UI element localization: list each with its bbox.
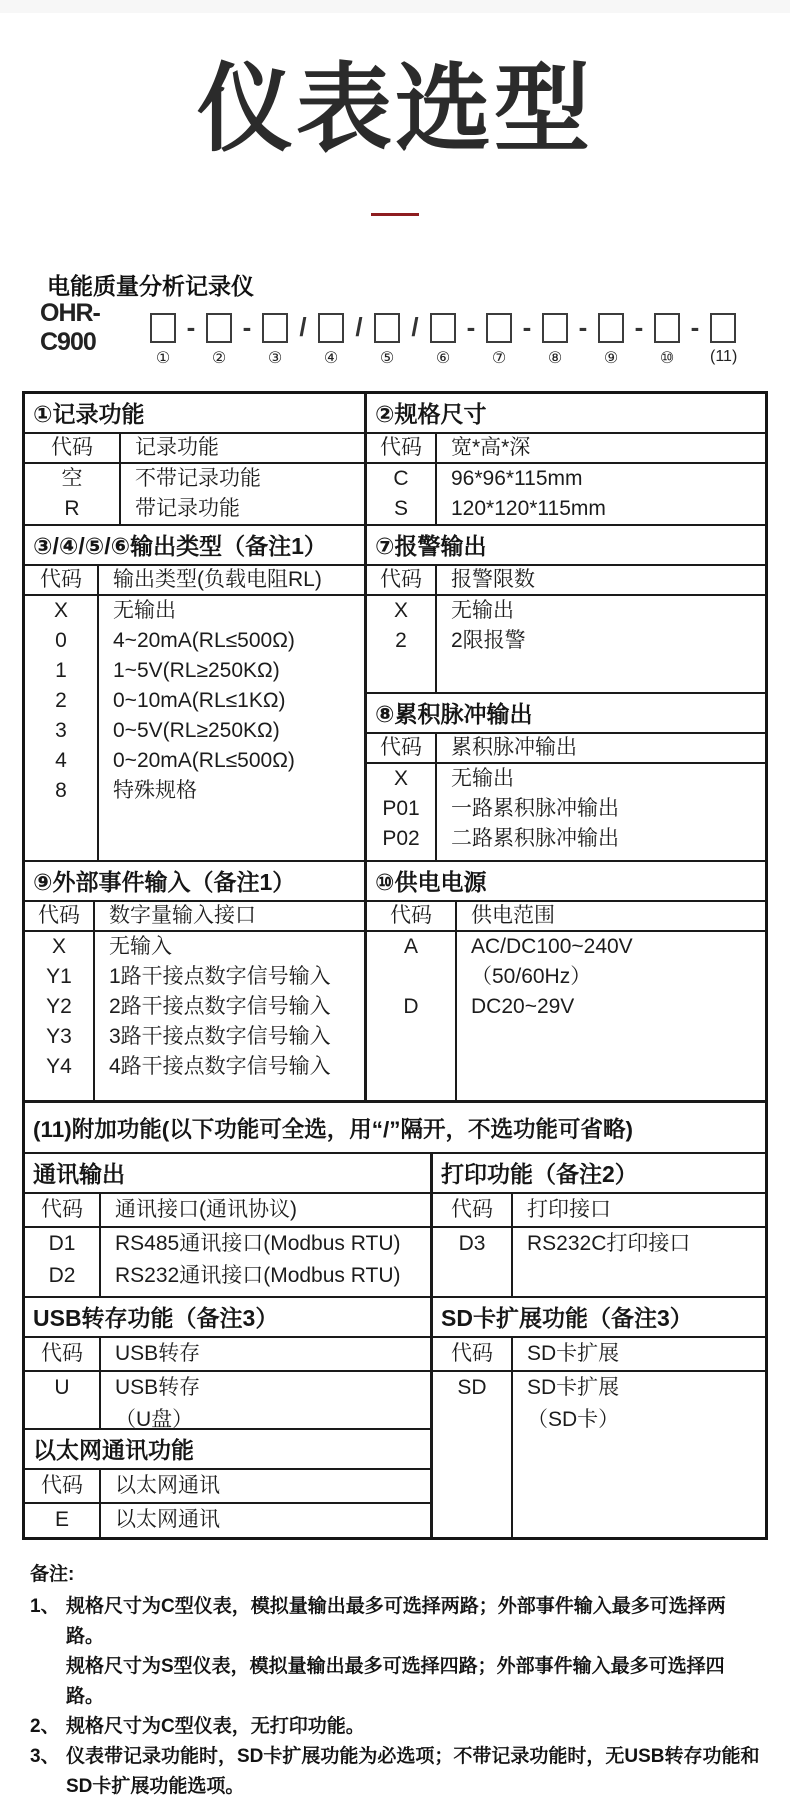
code-cell: 8	[25, 776, 99, 806]
table-row	[433, 1228, 765, 1260]
section-head-row	[433, 1338, 765, 1372]
position-label: ④	[323, 349, 339, 367]
section	[367, 524, 765, 692]
section-filler	[433, 1260, 765, 1296]
section-title: 以太网通讯功能	[25, 1430, 430, 1470]
code-cell: R	[25, 494, 121, 524]
model-box	[262, 313, 288, 343]
position-label: (11)	[710, 347, 738, 365]
code-head-cell: 代码	[25, 1194, 101, 1226]
model-box	[710, 313, 736, 343]
model-prefix: OHR-C900	[40, 298, 100, 356]
filler-code-cell	[25, 1536, 101, 1537]
model-separator: /	[411, 312, 419, 343]
table-row	[25, 992, 364, 1022]
code-cell: Y3	[25, 1022, 95, 1052]
note-text-line: 规格尺寸为C型仪表，模拟量输出最多可选择两路；外部事件输入最多可选择两路。	[66, 1595, 726, 1647]
position-label: ⑦	[491, 349, 507, 367]
desc-head-cell: 以太网通讯	[115, 1473, 220, 1497]
table-row	[25, 1404, 430, 1428]
position-label: ⑨	[603, 349, 619, 367]
model-box	[206, 313, 232, 343]
table-row	[25, 464, 364, 494]
desc-cell: 0~20mA(RL≤500Ω)	[113, 748, 295, 772]
desc-cell: 2限报警	[451, 628, 526, 652]
section	[367, 860, 765, 1100]
position-separator-gap	[624, 348, 654, 370]
code-cell	[433, 1404, 513, 1436]
position-separator-gap	[568, 348, 598, 370]
desc-cell: 无输入	[109, 934, 172, 958]
page-title: 仪表选型	[197, 56, 593, 163]
filler-desc-cell	[99, 806, 364, 860]
desc-head-cell: 供电范围	[471, 903, 555, 927]
section	[367, 394, 765, 524]
filler-code-cell	[367, 1022, 457, 1100]
note-item	[30, 1742, 762, 1802]
desc-cell: 一路累积脉冲输出	[451, 796, 619, 820]
model-box	[542, 313, 568, 343]
code-head-cell: 代码	[25, 566, 99, 594]
code-cell: X	[367, 596, 437, 626]
table-row	[367, 464, 765, 494]
code-head-cell: 代码	[367, 434, 437, 462]
code-cell: 2	[25, 686, 99, 716]
table-row	[367, 992, 765, 1022]
desc-cell: 2路干接点数字信号输入	[109, 994, 331, 1018]
code-cell: U	[25, 1372, 101, 1404]
section-head-row	[25, 434, 364, 464]
model-separator: /	[299, 312, 307, 343]
desc-cell: 以太网通讯	[115, 1507, 220, 1531]
code-cell: C	[367, 464, 437, 494]
desc-cell: DC20~29V	[471, 994, 575, 1018]
filler-code-cell	[25, 1082, 95, 1100]
code-head-cell: 代码	[25, 434, 121, 462]
section-title: ⑨外部事件输入（备注1）	[25, 862, 364, 902]
table-row	[367, 824, 765, 854]
section-title: 通讯输出	[25, 1154, 430, 1194]
desc-head-cell: 宽*高*深	[451, 435, 531, 459]
table-row	[367, 596, 765, 626]
position-separator-gap	[176, 348, 206, 370]
top-strip	[0, 0, 790, 13]
filler-desc-cell	[513, 1260, 765, 1296]
note-number: 2、	[30, 1715, 60, 1737]
filler-desc-cell	[437, 656, 765, 692]
table-row	[25, 776, 364, 806]
desc-cell: 无输出	[451, 598, 514, 622]
desc-cell: 4~20mA(RL≤500Ω)	[113, 628, 295, 652]
code-cell: D	[367, 992, 457, 1022]
section	[25, 524, 364, 860]
desc-head-cell: 打印接口	[527, 1197, 611, 1221]
upper-section	[25, 394, 765, 1100]
table-row	[25, 1504, 430, 1536]
note-item	[30, 1592, 762, 1712]
desc-head-cell: 报警限数	[451, 567, 535, 591]
code-cell: D2	[25, 1260, 101, 1292]
code-cell: D3	[433, 1228, 513, 1260]
section-filler	[25, 1082, 364, 1100]
position-label: ⑥	[435, 349, 451, 367]
desc-head-cell: 通讯接口(通讯协议)	[115, 1197, 297, 1221]
model-separator: -	[690, 312, 700, 343]
table-row	[25, 932, 364, 962]
section-head-row	[367, 734, 765, 764]
desc-cell: AC/DC100~240V	[471, 934, 633, 958]
code-head-cell: 代码	[367, 902, 457, 930]
desc-cell: 1~5V(RL≥250KΩ)	[113, 658, 280, 682]
section	[367, 692, 765, 860]
section-head-row	[367, 902, 765, 932]
lower-right-half	[433, 1154, 765, 1537]
section-head-row	[25, 1338, 430, 1372]
note-text-line: 规格尺寸为C型仪表，无打印功能。	[66, 1715, 365, 1737]
section	[25, 1428, 430, 1537]
position-separator-gap	[288, 348, 318, 370]
model-position-spacer	[40, 348, 150, 370]
code-cell: 4	[25, 746, 99, 776]
code-cell: P02	[367, 824, 437, 854]
table-row	[25, 494, 364, 524]
note-number: 1、	[30, 1595, 60, 1617]
model-box	[318, 313, 344, 343]
section-filler	[25, 806, 364, 860]
note-text-line: 仪表带记录功能时，SD卡扩展功能为必选项；不带记录功能时，无USB转存功能和	[66, 1745, 760, 1767]
table-row	[367, 764, 765, 794]
filler-desc-cell	[101, 1536, 430, 1537]
code-cell: S	[367, 494, 437, 524]
desc-cell: 0~5V(RL≥250KΩ)	[113, 718, 280, 742]
desc-cell: 无输出	[113, 598, 176, 622]
table-row	[25, 686, 364, 716]
desc-head-cell: 累积脉冲输出	[451, 735, 577, 759]
code-cell: Y4	[25, 1052, 95, 1082]
note-text	[66, 1592, 762, 1712]
code-head-cell: 代码	[367, 734, 437, 762]
desc-cell: 二路累积脉冲输出	[451, 826, 619, 850]
position-label: ⑤	[379, 349, 395, 367]
code-head-cell: 代码	[25, 902, 95, 930]
table-row	[25, 1260, 430, 1292]
table-row	[25, 656, 364, 686]
position-separator-gap	[400, 348, 430, 370]
code-cell: 1	[25, 656, 99, 686]
code-head-cell: 代码	[433, 1194, 513, 1226]
code-cell	[25, 1404, 101, 1428]
filler-desc-cell	[513, 1436, 765, 1537]
note-number: 3、	[30, 1745, 60, 1767]
desc-head-cell: 记录功能	[135, 435, 219, 459]
table-row	[367, 626, 765, 656]
desc-cell: （U盘）	[115, 1407, 194, 1428]
table-row	[367, 962, 765, 992]
model-box	[598, 313, 624, 343]
addon-header: (11)附加功能(以下功能可全选，用“/”隔开，不选功能可省略)	[25, 1100, 765, 1154]
section	[25, 860, 364, 1100]
position-label: ③	[267, 349, 283, 367]
desc-cell: RS232通讯接口(Modbus RTU)	[115, 1263, 401, 1287]
model-separator: -	[634, 312, 644, 343]
section-title: ①记录功能	[25, 394, 364, 434]
section-head-row	[367, 434, 765, 464]
notes-list	[30, 1592, 762, 1802]
code-cell	[367, 962, 457, 992]
upper-right-half	[367, 394, 765, 1100]
position-label: ②	[211, 349, 227, 367]
section-filler	[25, 1536, 430, 1537]
model-separator: -	[242, 312, 252, 343]
section-filler	[367, 1022, 765, 1100]
code-cell: SD	[433, 1372, 513, 1404]
desc-cell: 带记录功能	[135, 496, 240, 520]
product-name: 电能质量分析记录仪	[47, 272, 254, 299]
desc-cell: 不带记录功能	[135, 466, 261, 490]
position-label: ⑩	[659, 349, 675, 367]
desc-cell: USB转存	[115, 1375, 201, 1399]
section-title: ②规格尺寸	[367, 394, 765, 434]
code-cell: E	[25, 1504, 101, 1536]
desc-cell: 特殊规格	[113, 778, 197, 802]
table-row	[25, 716, 364, 746]
section-head-row	[25, 566, 364, 596]
code-head-cell: 代码	[433, 1338, 513, 1370]
model-box	[654, 313, 680, 343]
desc-cell: RS232C打印接口	[527, 1231, 691, 1255]
title-underline	[371, 213, 419, 216]
table-row	[25, 1372, 430, 1404]
filler-code-cell	[433, 1260, 513, 1296]
desc-cell: （SD卡）	[527, 1407, 620, 1431]
code-cell: A	[367, 932, 457, 962]
table-row	[25, 596, 364, 626]
section-head-row	[25, 1470, 430, 1504]
table-row	[433, 1404, 765, 1436]
code-cell: 空	[25, 464, 121, 494]
desc-head-cell: 输出类型(负载电阻RL)	[113, 567, 322, 591]
desc-cell: 120*120*115mm	[451, 496, 606, 520]
table-row	[25, 1228, 430, 1260]
section-head-row	[367, 566, 765, 596]
code-cell: D1	[25, 1228, 101, 1260]
section	[25, 1154, 430, 1296]
section-title: USB转存功能（备注3）	[25, 1298, 430, 1338]
code-cell: 3	[25, 716, 99, 746]
desc-cell: RS485通讯接口(Modbus RTU)	[115, 1231, 401, 1255]
model-separator: -	[578, 312, 588, 343]
section	[433, 1296, 765, 1537]
lower-section	[25, 1154, 765, 1537]
note-text	[66, 1712, 762, 1742]
model-box	[486, 313, 512, 343]
desc-cell: 0~10mA(RL≤1KΩ)	[113, 688, 286, 712]
position-separator-gap	[680, 348, 710, 370]
section-title: ③/④/⑤/⑥输出类型（备注1）	[25, 526, 364, 566]
selection-table	[22, 391, 768, 1540]
filler-code-cell	[367, 656, 437, 692]
note-item	[30, 1712, 762, 1742]
model-separator: -	[522, 312, 532, 343]
code-cell: X	[25, 932, 95, 962]
position-separator-gap	[512, 348, 542, 370]
code-cell: 2	[367, 626, 437, 656]
note-text-line: 规格尺寸为S型仪表，模拟量输出最多可选择四路；外部事件输入最多可选择四路。	[66, 1655, 725, 1707]
section-head-row	[25, 902, 364, 932]
table-row	[367, 794, 765, 824]
code-cell: X	[25, 596, 99, 626]
position-label: ①	[155, 349, 171, 367]
note-text	[66, 1742, 762, 1802]
section-head-row	[433, 1194, 765, 1228]
notes-label: 备注:	[30, 1563, 75, 1585]
desc-head-cell: USB转存	[115, 1341, 201, 1365]
section	[433, 1154, 765, 1296]
filler-desc-cell	[457, 1022, 765, 1100]
note-text-line: SD卡扩展功能选项。	[66, 1775, 245, 1797]
model-separator: /	[355, 312, 363, 343]
section-filler	[367, 656, 765, 692]
desc-cell: SD卡扩展	[527, 1375, 620, 1399]
code-cell: X	[367, 764, 437, 794]
section	[25, 1296, 430, 1428]
code-head-cell: 代码	[25, 1338, 101, 1370]
table-row	[367, 494, 765, 524]
table-row	[433, 1372, 765, 1404]
table-row	[25, 746, 364, 776]
filler-code-cell	[25, 806, 99, 860]
position-separator-gap	[232, 348, 262, 370]
position-separator-gap	[344, 348, 374, 370]
desc-cell: 1路干接点数字信号输入	[109, 964, 331, 988]
filler-desc-cell	[95, 1082, 364, 1100]
model-box	[430, 313, 456, 343]
model-position-row	[40, 348, 790, 370]
model-separator: -	[466, 312, 476, 343]
section-filler	[433, 1436, 765, 1537]
code-cell: Y1	[25, 962, 95, 992]
desc-cell: 96*96*115mm	[451, 466, 583, 490]
position-label: ⑧	[547, 349, 563, 367]
code-cell: Y2	[25, 992, 95, 1022]
desc-head-cell: 数字量输入接口	[109, 903, 256, 927]
table-row	[25, 962, 364, 992]
section-head-row	[25, 1194, 430, 1228]
desc-cell: 3路干接点数字信号输入	[109, 1024, 331, 1048]
notes	[30, 1560, 762, 1802]
model-box	[150, 313, 176, 343]
filler-code-cell	[433, 1436, 513, 1537]
table-row	[367, 932, 765, 962]
desc-cell: 4路干接点数字信号输入	[109, 1054, 331, 1078]
table-row	[25, 1022, 364, 1052]
section-title: ⑦报警输出	[367, 526, 765, 566]
model-code	[40, 298, 790, 370]
table-row	[25, 626, 364, 656]
lower-left-half	[25, 1154, 433, 1537]
desc-head-cell: SD卡扩展	[527, 1341, 620, 1365]
model-box	[374, 313, 400, 343]
section-title: ⑩供电电源	[367, 862, 765, 902]
code-head-cell: 代码	[367, 566, 437, 594]
section-title: 打印功能（备注2）	[433, 1154, 765, 1194]
code-cell: 0	[25, 626, 99, 656]
table-row	[25, 1052, 364, 1082]
code-head-cell: 代码	[25, 1470, 101, 1502]
desc-cell: 无输出	[451, 766, 514, 790]
position-separator-gap	[456, 348, 486, 370]
upper-left-half	[25, 394, 367, 1100]
code-cell: P01	[367, 794, 437, 824]
section-title: SD卡扩展功能（备注3）	[433, 1298, 765, 1338]
section	[25, 394, 364, 524]
desc-cell: （50/60Hz）	[471, 964, 592, 988]
model-separator: -	[186, 312, 196, 343]
section-title: ⑧累积脉冲输出	[367, 694, 765, 734]
